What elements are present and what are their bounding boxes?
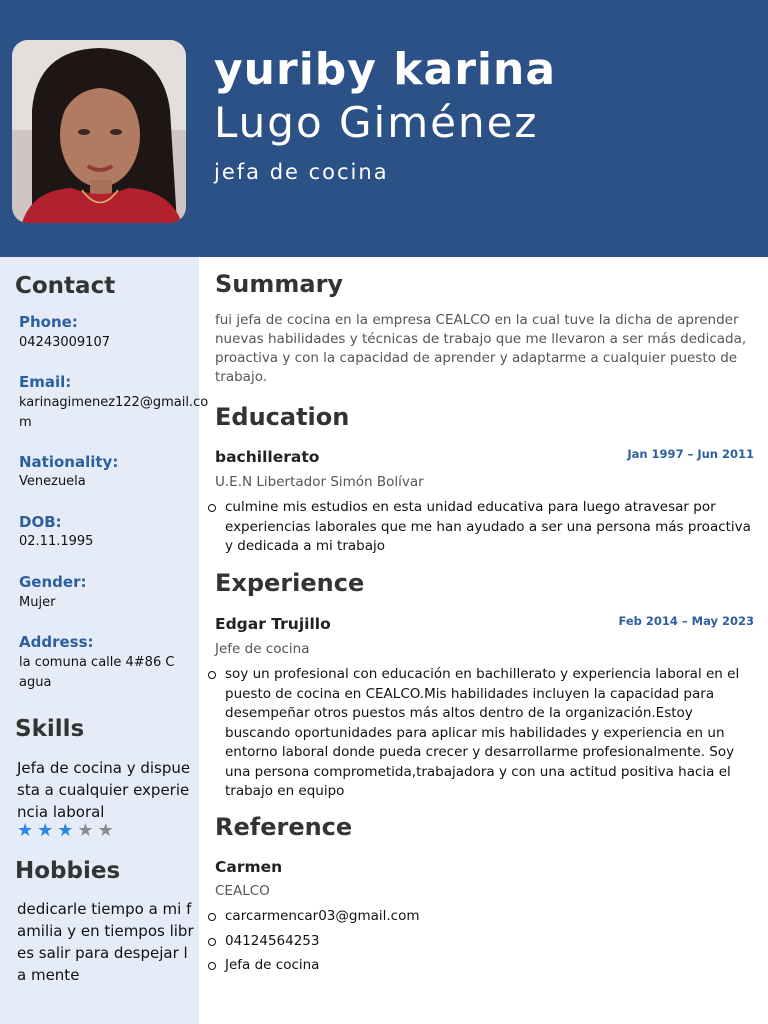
dob-label: DOB: [19,513,62,531]
list-item: carcarmencar03@gmail.com [225,907,755,927]
experience-title: Edgar Trujillo [215,615,331,633]
job-title: jefa de cocina [214,160,389,184]
nationality-label: Nationality: [19,453,119,471]
star-icon-empty: ★ [97,820,118,841]
dob-value: 02.11.1995 [19,534,94,549]
reference-bullets [225,907,755,981]
hobbies-heading: Hobbies [15,858,121,884]
profile-photo-image [12,40,186,223]
education-heading: Education [215,403,350,431]
experience-bullets [225,665,755,807]
header-banner [0,0,768,257]
star-icon-filled: ★ [57,820,78,841]
gender-value: Mujer [19,595,56,610]
experience-role: Jefe de cocina [215,641,310,657]
address-label: Address: [19,633,94,651]
profile-photo [12,40,186,223]
education-institution: U.E.N Libertador Simón Bolívar [215,474,424,490]
skills-text: Jefa de cocina y dispuesta a cualquier experiencia laboral [17,759,191,821]
nationality-value: Venezuela [19,474,86,489]
list-item: 04124564253 [225,932,755,952]
reference-name: Carmen [215,858,283,876]
star-icon-filled: ★ [17,820,38,841]
summary-heading: Summary [215,270,344,298]
email-label: Email: [19,373,72,391]
hobbies-text: dedicarle tiempo a mi familia y en tiempos libres salir para despejar la mente [17,900,194,984]
reference-company: CEALCO [215,883,270,899]
education-title: bachillerato [215,448,320,466]
list-item: culmine mis estudios en esta unidad educativa para luego atravesar por experiencias laborales que me han ayudado a ser una persona más proactiva y dedicada a mi trabajo [225,498,755,557]
address-value: la comuna calle 4#86 C agua [19,655,175,690]
contact-heading: Contact [15,273,116,299]
list-item: Jefa de cocina [225,956,755,976]
last-name: Lugo Giménez [214,98,539,147]
star-icon-filled: ★ [37,820,58,841]
star-icon-empty: ★ [77,820,98,841]
education-bullets [225,498,755,562]
skills-heading: Skills [15,716,85,742]
list-item: soy un profesional con educación en bachillerato y experiencia laboral en el puesto de cocina en CEALCO.Mis habilidades incluyen la capacidad para desempeñar otros puestos más altos dentro de la organización.Estoy buscando oportunidades para aplicar mis habilidades y experiencia en un entorno laboral donde pueda crecer y desarrollarme profesionalmente. Soy una persona comprometida,trabajadora y con una actitud positiva hacia el trabajo en equipo [225,665,755,802]
experience-heading: Experience [215,569,365,597]
skill-rating [17,820,118,841]
summary-text: fui jefa de cocina en la empresa CEALCO en la cual tuve la dicha de aprender nuevas habilidades y técnicas de trabajo que me llevaron a ser más dedicada, proactiva y con la capacidad de aprender y adaptarme a cualquier puesto de trabajo. [215,312,747,385]
education-dates: Jan 1997 – Jun 2011 [627,447,754,461]
phone-value: 04243009107 [19,335,110,350]
phone-label: Phone: [19,313,78,331]
gender-label: Gender: [19,573,87,591]
reference-heading: Reference [215,813,353,841]
experience-dates: Feb 2014 – May 2023 [618,614,754,628]
first-name: yuriby karina [214,44,557,95]
email-value: karinagimenez122@gmail.com [19,395,209,430]
